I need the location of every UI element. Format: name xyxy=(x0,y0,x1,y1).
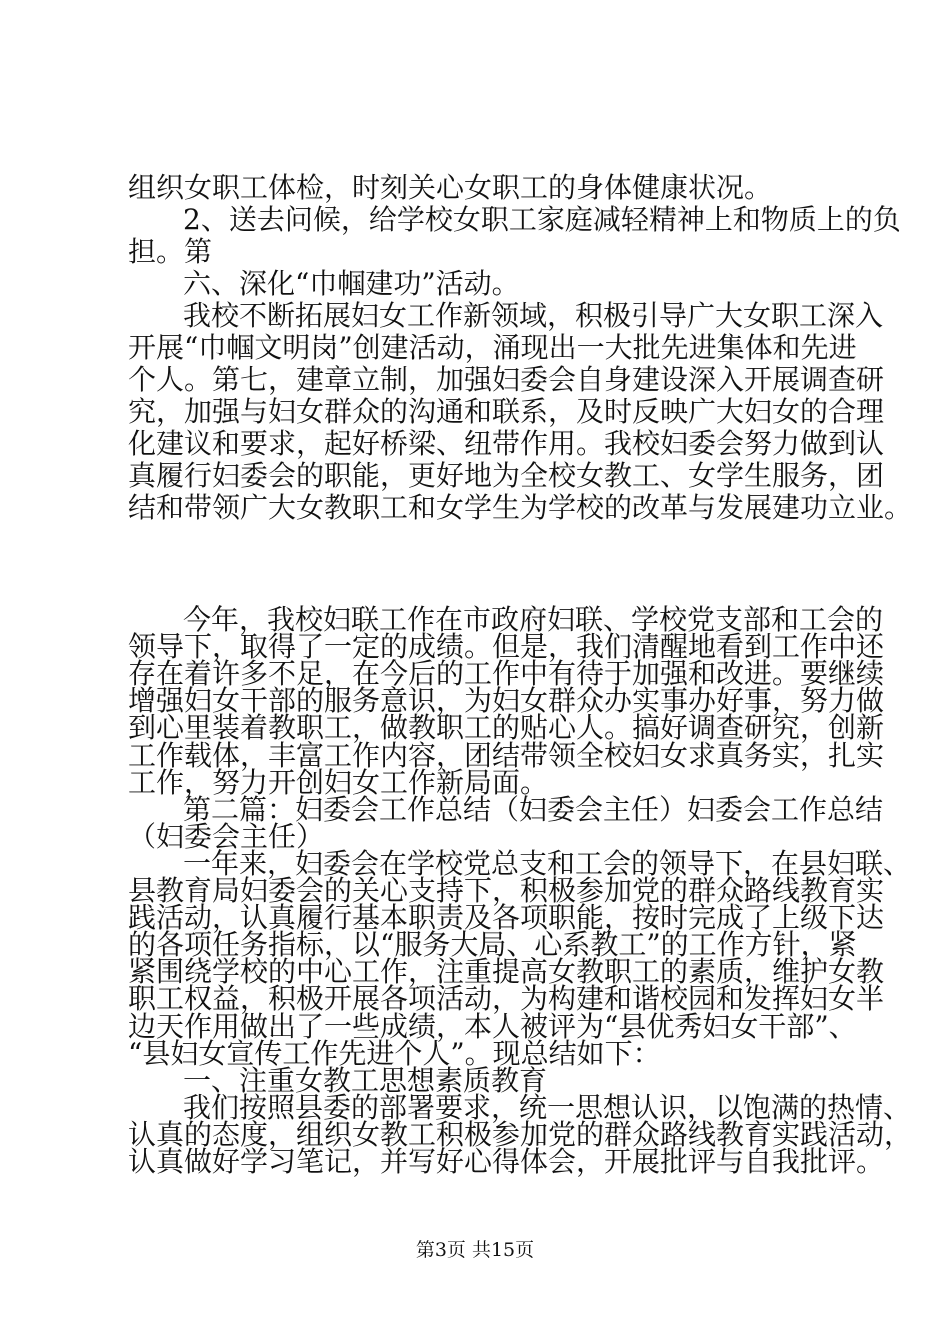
line-text: 开展“巾帼文明岗”创建活动，涌现出一大批先进集体和先进 xyxy=(128,331,857,364)
line-text: 究，加强与妇女群众的沟通和联系，及时反映广大妇女的合理 xyxy=(128,395,885,428)
line-text: 增强妇女干部的服务意识，为妇女群众办实事办好事，努力做 xyxy=(128,684,885,717)
line-text: 到心里装着教职工，做教职工的贴心人。搞好调查研究，创新 xyxy=(128,711,885,744)
line-text: 2、送去问候，给学校女职工家庭减轻精神上和物质上的负 xyxy=(183,203,901,236)
line-text: 工作，努力开创妇女工作新局面。 xyxy=(128,766,549,799)
line-text: 真履行妇委会的职能，更好地为全校女教工、女学生服务，团 xyxy=(128,459,885,492)
line-text: 一年来，妇委会在学校党总支和工会的领导下，在县妇联、 xyxy=(183,847,912,880)
line-text: 的各项任务指标，以“服务大局、心系教工”的工作方针，紧 xyxy=(128,928,857,961)
page-footer: 第3页 共15页 xyxy=(415,1239,535,1261)
line-text: 我校不断拓展妇女工作新领域，积极引导广大女职工深入 xyxy=(183,299,884,332)
line-text: 今年，我校妇联工作在市政府妇联、学校党支部和工会的 xyxy=(183,603,884,636)
line-text: 认真做好学习笔记，并写好心得体会，开展批评与自我批评。 xyxy=(128,1145,885,1178)
line-text: 践活动，认真履行基本职责及各项职能，按时完成了上级下达 xyxy=(128,901,885,934)
line-text: 存在着许多不足，在今后的工作中有待于加强和改进。要继续 xyxy=(128,657,885,690)
line-text: 工作载体，丰富工作内容，团结带领全校妇女求真务实，扎实 xyxy=(128,739,885,772)
line-text: （妇委会主任） xyxy=(128,820,325,853)
line-text: 个人。第七，建章立制，加强妇委会自身建设深入开展调查研 xyxy=(128,363,885,396)
line-text: 第二篇：妇委会工作总结（妇委会主任）妇委会工作总结 xyxy=(183,793,884,826)
line-text: 县教育局妇委会的关心支持下，积极参加党的群众路线教育实 xyxy=(128,874,885,907)
line-text: 结和带领广大女教职工和女学生为学校的改革与发展建功立业。 xyxy=(128,491,913,524)
line-text: 六、深化“巾帼建功”活动。 xyxy=(183,267,520,300)
line-text: 我们按照县委的部署要求，统一思想认识，以饱满的热情、 xyxy=(183,1091,912,1124)
line-text: 边天作用做出了一些成绩，本人被评为“县优秀妇女干部”、 xyxy=(128,1010,857,1043)
line-text: 组织女职工体检，时刻关心女职工的身体健康状况。 xyxy=(128,171,773,204)
line-text: 化建议和要求，起好桥梁、纽带作用。我校妇委会努力做到认 xyxy=(128,427,885,460)
line-text: 领导下，取得了一定的成绩。但是，我们清醒地看到工作中还 xyxy=(128,630,885,663)
line-text: 认真的态度，组织女教工积极参加党的群众路线教育实践活动， xyxy=(128,1118,913,1151)
line-text: 紧围绕学校的中心工作，注重提高女教职工的素质，维护女教 xyxy=(128,955,885,988)
line-text: “县妇女宣传工作先进个人”。现总结如下： xyxy=(128,1037,661,1070)
line-text: 一、注重女教工思想素质教育 xyxy=(183,1064,548,1097)
line-text: 职工权益，积极开展各项活动，为构建和谐校园和发挥妇女半 xyxy=(128,982,885,1015)
line-text: 担。第 xyxy=(128,235,213,268)
